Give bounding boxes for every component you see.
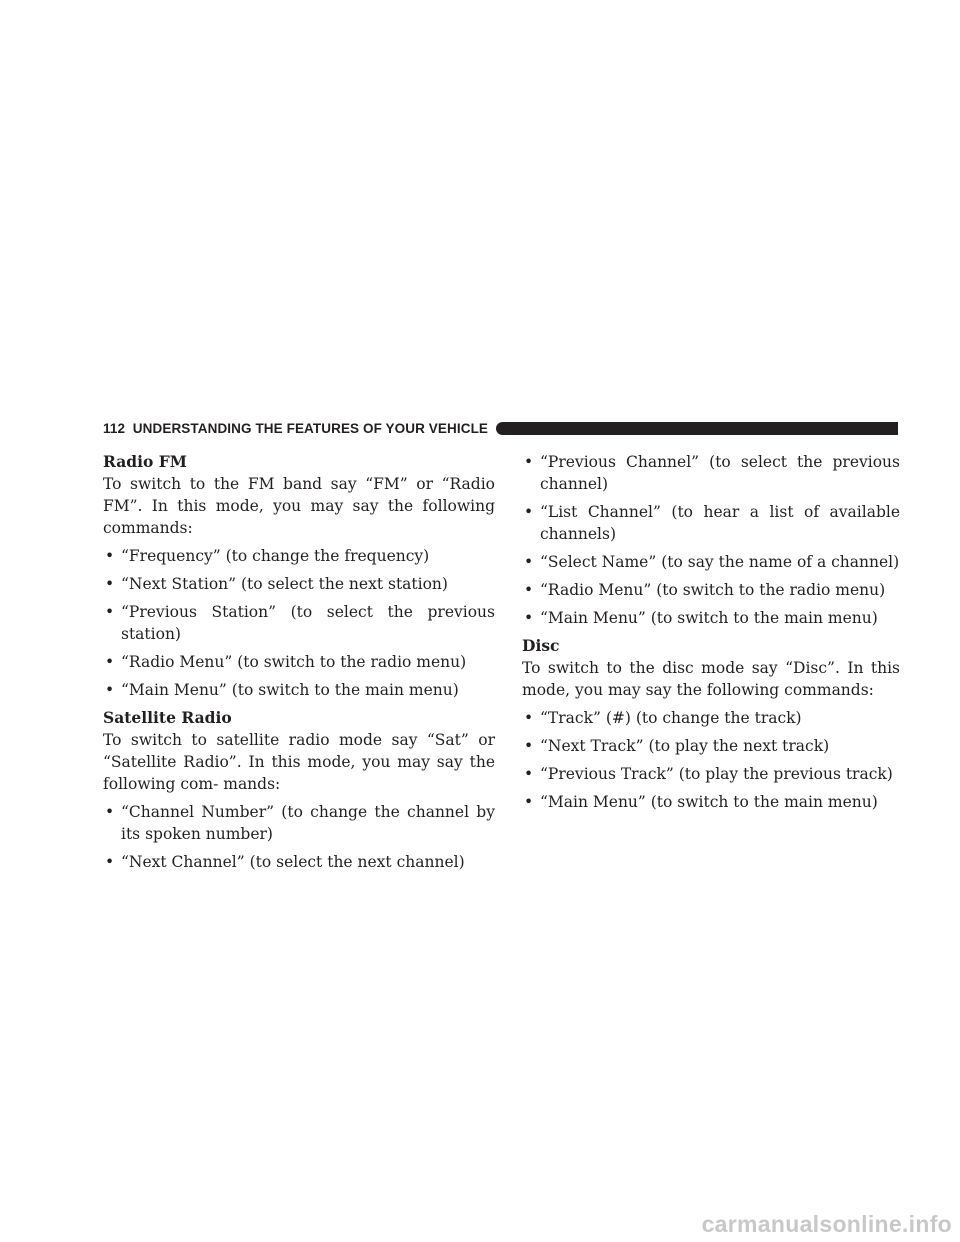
list-item: • “List Channel” (to hear a list of available channels) xyxy=(522,501,900,545)
list-item: • “Main Menu” (to switch to the main menu) xyxy=(522,607,900,629)
header-bar xyxy=(496,422,898,435)
list-item: • “Previous Track” (to play the previous track) xyxy=(522,763,900,785)
satellite-commands xyxy=(103,801,495,873)
list-item: • “Channel Number” (to change the channel by its spoken number) xyxy=(103,801,495,845)
list-item: • “Select Name” (to say the name of a channel) xyxy=(522,551,900,573)
list-item: • “Track” (#) (to change the track) xyxy=(522,707,900,729)
section-title-satellite: Satellite Radio xyxy=(103,708,232,727)
list-item: • “Previous Channel” (to select the previous channel) xyxy=(522,451,900,495)
list-item: • “Main Menu” (to switch to the main menu) xyxy=(522,791,900,813)
left-column xyxy=(103,451,495,879)
radio-fm-intro: To switch to the FM band say “FM” or “Radio FM”. In this mode, you may say the following commands: xyxy=(103,475,495,537)
radio-fm-commands xyxy=(103,545,495,701)
satellite-intro: To switch to satellite radio mode say “Sat” or “Satellite Radio”. In this mode, you may say the following com- mands: xyxy=(103,731,495,793)
header-text xyxy=(103,421,488,436)
disc-commands xyxy=(522,707,900,813)
list-item: • “Previous Station” (to select the previous station) xyxy=(103,601,495,645)
section-title-radio-fm: Radio FM xyxy=(103,452,187,471)
section-title-disc: Disc xyxy=(522,636,560,655)
list-item: • “Frequency” (to change the frequency) xyxy=(103,545,495,567)
right-column xyxy=(522,451,900,819)
list-item: • “Next Track” (to play the next track) xyxy=(522,735,900,757)
list-item: • “Radio Menu” (to switch to the radio menu) xyxy=(522,579,900,601)
list-item: • “Radio Menu” (to switch to the radio menu) xyxy=(103,651,495,673)
list-item: • “Next Channel” (to select the next channel) xyxy=(103,851,495,873)
watermark: carmanualsonline.info xyxy=(701,1211,952,1237)
list-item: • “Main Menu” (to switch to the main menu) xyxy=(103,679,495,701)
disc-intro: To switch to the disc mode say “Disc”. In this mode, you may say the following commands: xyxy=(522,659,900,699)
list-item: • “Next Station” (to select the next station) xyxy=(103,573,495,595)
page-header xyxy=(103,420,898,437)
satellite-commands-continued xyxy=(522,451,900,629)
chapter-title: UNDERSTANDING THE FEATURES OF YOUR VEHICLE xyxy=(132,421,489,436)
page-number: 112 xyxy=(103,421,126,436)
